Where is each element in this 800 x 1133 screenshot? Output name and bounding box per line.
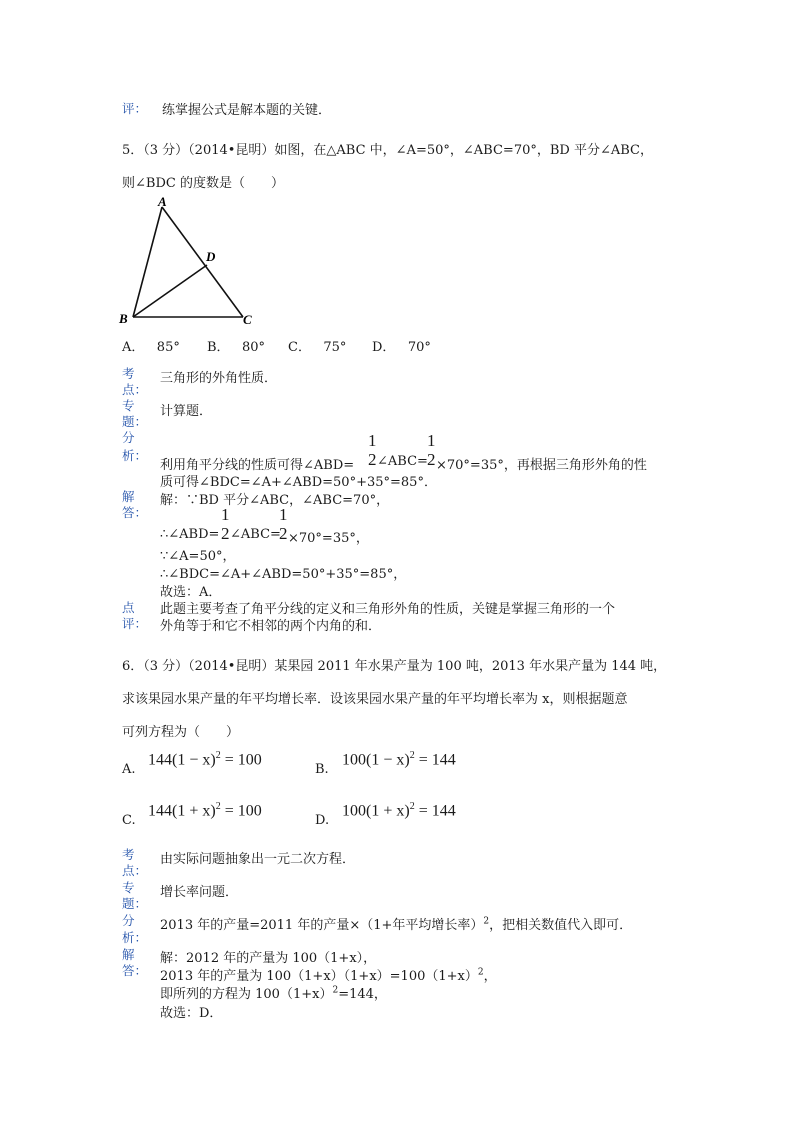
- top-comment-text: 练掌握公式是解本题的关键．: [162, 103, 332, 118]
- q5-option-a[interactable]: [122, 336, 180, 355]
- q5-jieda-line4: ∴∠BDC=∠A+∠ABD=50°+35°=85°，: [160, 567, 407, 582]
- fraction-numerator: 1: [427, 431, 436, 450]
- fraction-numerator: 1: [279, 505, 288, 524]
- q5-stem-line1: 5．（3 分）（2014•昆明）如图，在△ABC 中，∠A=50°，∠ABC=70°，BD 平分∠ABC，: [122, 143, 653, 158]
- q6-jieda-line2: 2013 年的产量为 $100(1+x)(1+x)=100(1+x)^2$，: [160, 967, 497, 984]
- q5-zhuanti-text: 计算题．: [160, 404, 213, 419]
- option-letter: C．: [288, 340, 311, 355]
- vertex-label-b: B: [119, 311, 128, 326]
- q5-fenxi-label1: 分: [122, 430, 135, 445]
- q5-kaodian-label1: 考: [122, 366, 135, 381]
- q5-option-b[interactable]: [207, 336, 265, 355]
- q5-jieda-label2: 答：: [122, 505, 148, 520]
- triangle-figure: [115, 195, 265, 330]
- q6-kaodian-label1: 考: [122, 847, 135, 862]
- q6-stem-line2: 求该果园水果产量的年平均增长率．设该果园水果产量的年平均增长率为 x，则根据题意: [122, 692, 628, 707]
- q5-option-c[interactable]: [288, 336, 346, 355]
- q5-option-d[interactable]: [372, 336, 431, 355]
- vertex-label-a: A: [158, 195, 167, 209]
- q5-stem-line2: 则∠BDC 的度数是（ ）: [122, 176, 284, 191]
- q5-jieda-line5: 故选：A．: [160, 585, 222, 600]
- option-equation: $100(1 - x)^2 = 144$: [342, 750, 456, 769]
- q6-jieda-line4: 故选：D．: [160, 1006, 223, 1021]
- q5-dianping-line2: 外角等于和它不相邻的两个内角的和．: [160, 619, 382, 634]
- q5-jieda-line2-c: ×70°=35°，: [288, 531, 369, 546]
- q5-jieda-line2-b: ∠ABC=: [230, 527, 281, 542]
- vertex-label-c: C: [243, 312, 252, 327]
- q6-stem-line3: 可列方程为（ ）: [122, 725, 240, 740]
- q6-kaodian-text: 由实际问题抽象出一元二次方程．: [160, 852, 356, 867]
- q6-jieda-label1: 解: [122, 947, 135, 962]
- q5-kaodian-label2: 点：: [122, 382, 148, 397]
- q6-fenxi-label2: 析：: [122, 930, 148, 945]
- q5-jieda-line1: 解：∵BD 平分∠ABC，∠ABC=70°，: [160, 493, 390, 508]
- top-comment-label: 评：: [122, 101, 148, 116]
- q5-zhuanti-label1: 专: [122, 398, 135, 413]
- q5-dianping-label2: 评：: [122, 616, 148, 631]
- q5-fenxi-line2: 质可得∠BDC=∠A+∠ABD=50°+35°=85°．: [160, 475, 437, 490]
- option-value: 85°: [156, 340, 180, 355]
- option-letter: D．: [372, 340, 396, 355]
- option-letter: B.: [315, 762, 329, 777]
- option-equation: $100(1 + x)^2 = 144$: [342, 801, 456, 820]
- q5-kaodian-text: 三角形的外角性质．: [160, 371, 278, 386]
- q5-fenxi-label2: 析：: [122, 448, 148, 463]
- q6-jieda-label2: 答：: [122, 963, 148, 978]
- option-value: 75°: [323, 340, 347, 355]
- fraction-numerator: 1: [368, 431, 377, 450]
- q6-zhuanti-label2: 题：: [122, 896, 148, 911]
- q6-kaodian-label2: 点：: [122, 863, 148, 878]
- q6-jieda-line1: 解：2012 年的产量为 100（1+x），: [160, 951, 377, 966]
- q6-zhuanti-label1: 专: [122, 880, 135, 895]
- q6-zhuanti-text: 增长率问题．: [160, 885, 239, 900]
- fraction-denominator: 2: [221, 524, 230, 543]
- option-letter: A．: [122, 340, 145, 355]
- fraction-denominator: 2: [279, 524, 288, 543]
- option-equation: $144(1 - x)^2 = 100$: [148, 750, 262, 769]
- q5-jieda-line2-a: ∴∠ABD=: [160, 527, 220, 542]
- option-letter: C.: [122, 813, 136, 828]
- option-value: 70°: [407, 340, 431, 355]
- q6-fenxi-text: 2013 年的产量=2011 年的产量×（1+年平均增长率）$^2$，把相关数值代入即可．: [160, 916, 633, 933]
- fraction-denominator: 2: [427, 450, 436, 469]
- q5-fenxi-line1-a: 利用角平分线的性质可得∠ABD=: [160, 458, 355, 473]
- q6-stem-line1: 6．（3 分）（2014•昆明）某果园 2011 年水果产量为 100 吨，2013 年水果产量为 144 吨，: [122, 659, 667, 674]
- q5-dianping-label1: 点: [122, 600, 135, 615]
- q6-fenxi-label1: 分: [122, 913, 135, 928]
- q5-zhuanti-label2: 题：: [122, 414, 148, 429]
- option-equation: $144(1 + x)^2 = 100$: [148, 801, 262, 820]
- option-value: 80°: [241, 340, 266, 355]
- q5-dianping-line1: 此题主要考查了角平分线的定义和三角形外角的性质，关键是掌握三角形的一个: [160, 602, 616, 617]
- q6-jieda-line3: 即所列的方程为 $100(1+x)^2=144$，: [160, 985, 387, 1002]
- fraction-denominator: 2: [368, 450, 377, 469]
- option-letter: A.: [122, 762, 136, 777]
- side-ac: [162, 207, 243, 317]
- option-letter: B．: [207, 340, 230, 355]
- option-letter: D.: [315, 813, 330, 828]
- point-label-d: D: [206, 249, 216, 264]
- fraction-numerator: 1: [221, 505, 230, 524]
- q5-jieda-label1: 解: [122, 489, 135, 504]
- q5-jieda-line3: ∵∠A=50°，: [160, 549, 236, 564]
- q5-fenxi-line1-b: ∠ABC=: [377, 454, 428, 469]
- q5-fenxi-line1-c: ×70°=35°，再根据三角形外角的性: [436, 458, 647, 473]
